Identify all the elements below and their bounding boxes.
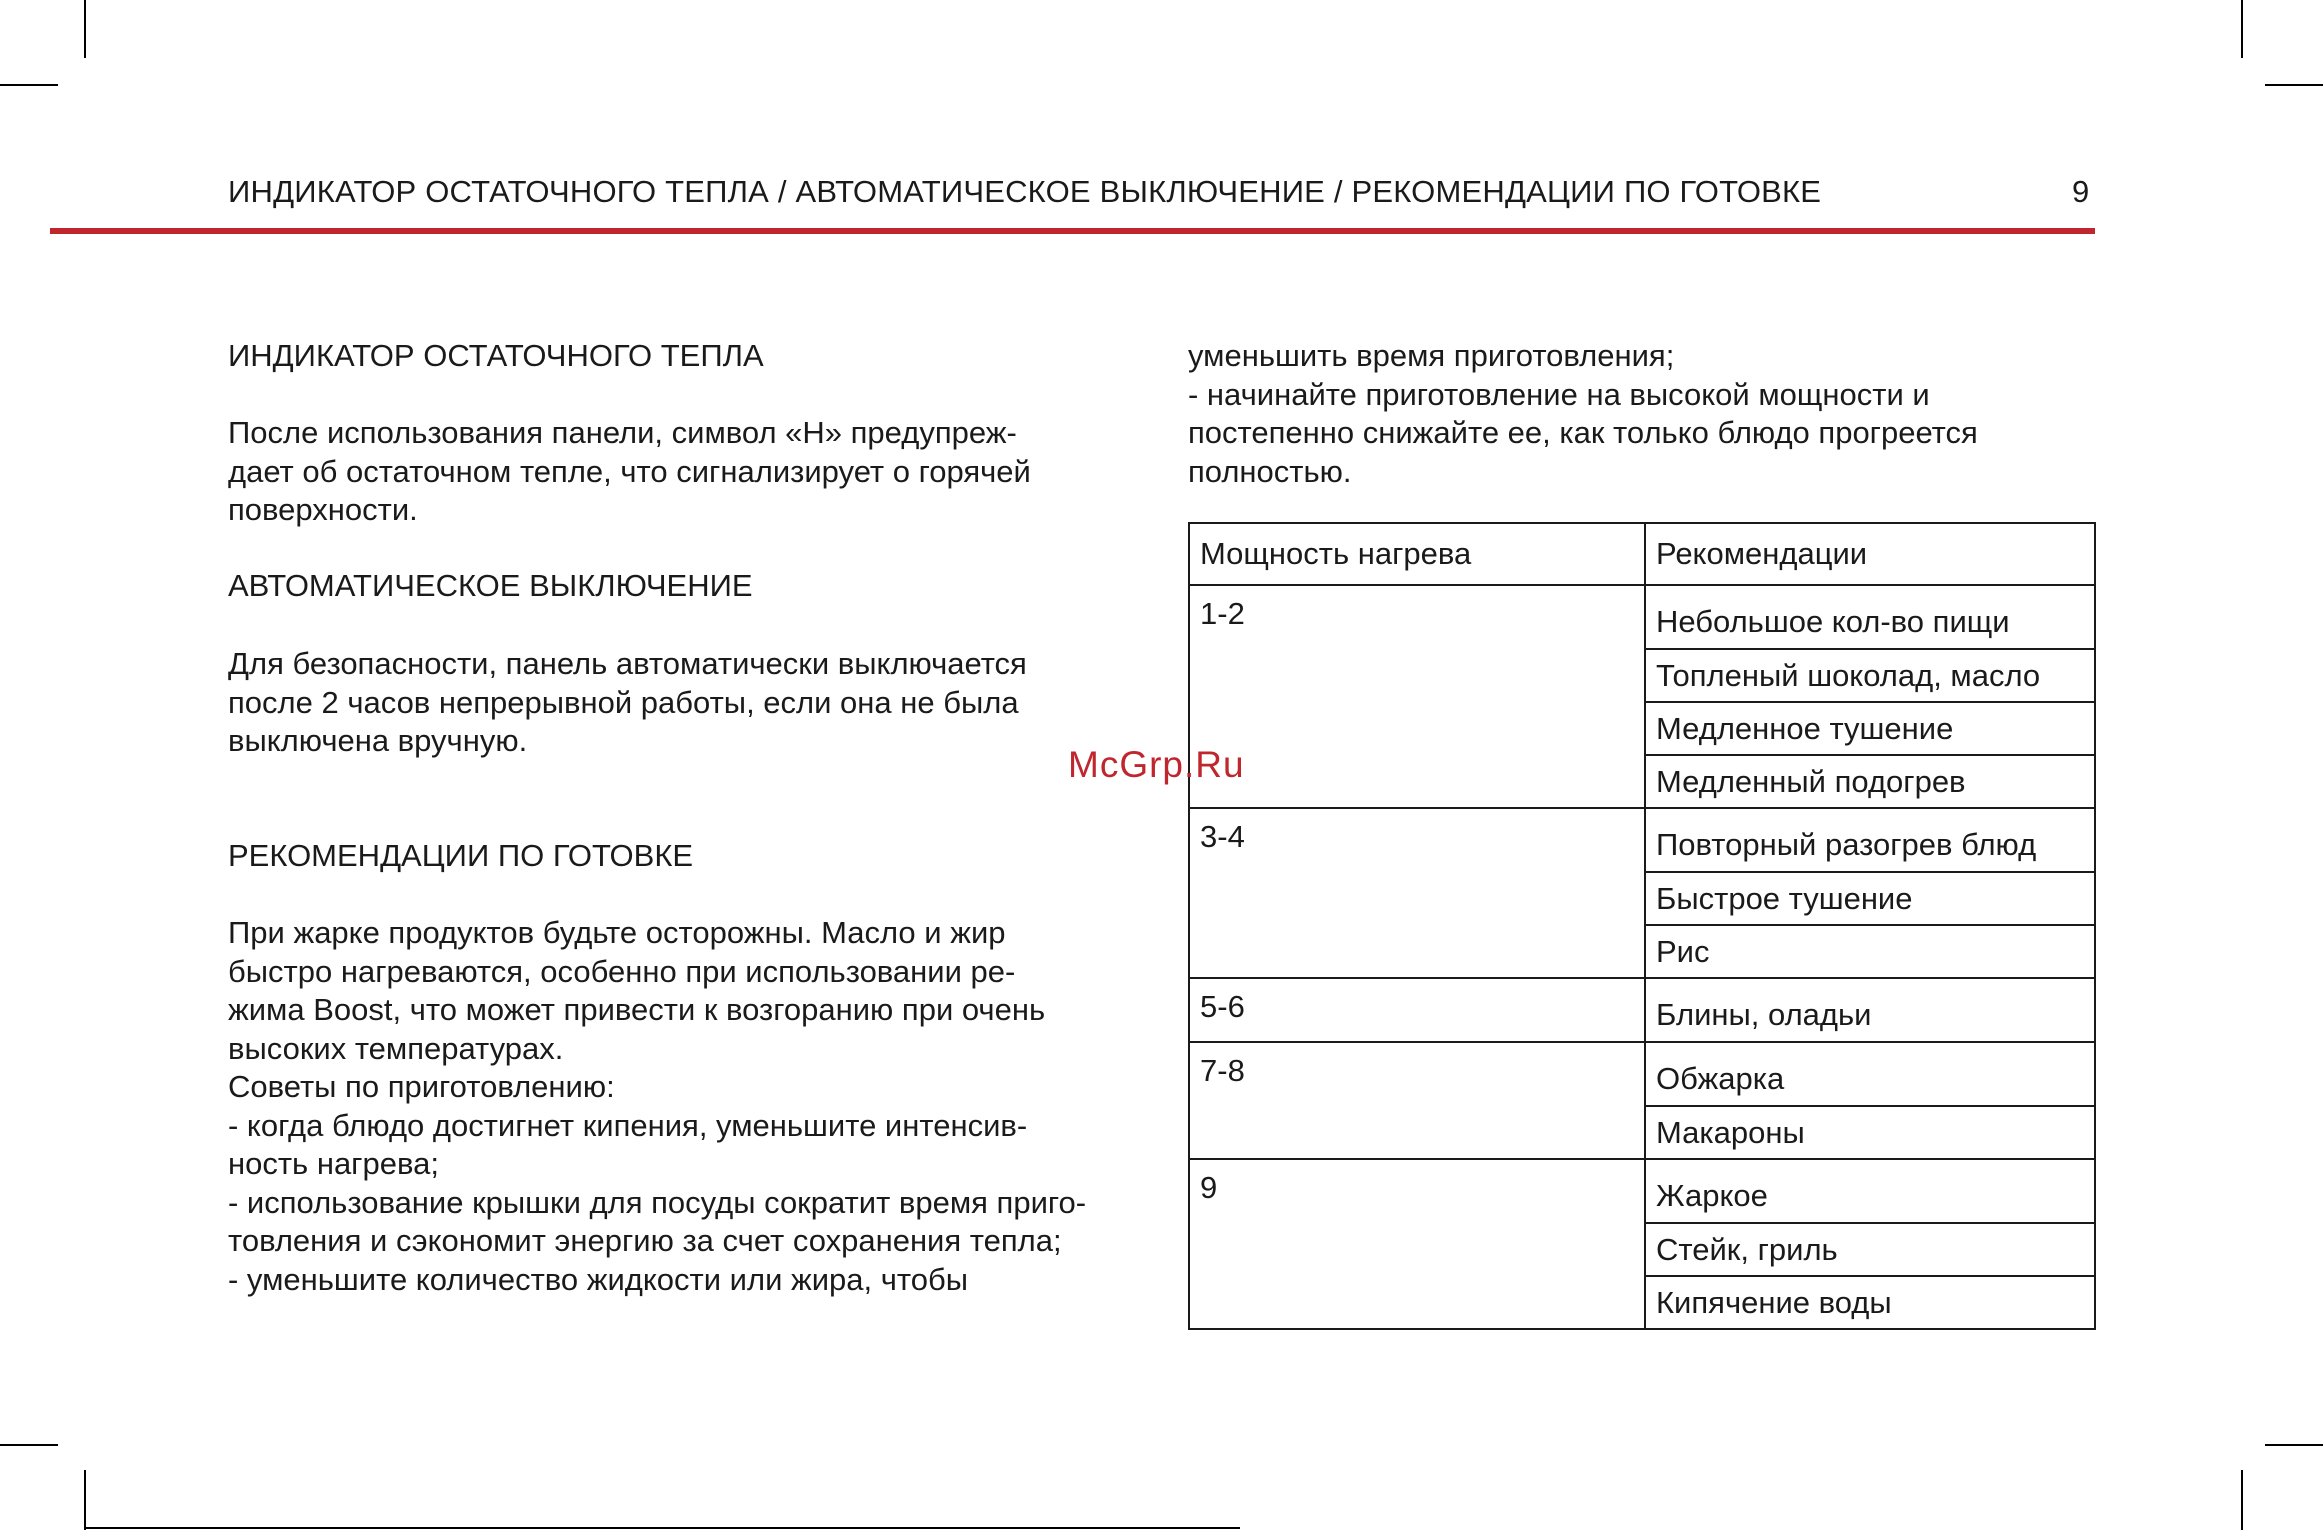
auto-off-text: Для безопасности, панель автоматически выключается после 2 часов непрерывной работы, если она не была выключена вручную.	[228, 646, 1027, 758]
table-row	[1189, 808, 2095, 872]
table-header-cell: Мощность нагрева	[1189, 523, 1645, 585]
cooking-tips-text: При жарке продуктов будьте осторожны. Масло и жир быстро нагреваются, особенно при использовании ре- жима Boost, что может привести к возгоранию при очень высоких температурах. Советы по приготовлению: - когда блюдо достигнет кипения, уменьшите интенсив- ность нагрева; - использование крышки для посуды сократит время приго- товления и сэкономит энергию за счет сохранения тепла; - уменьшите количество жидкости или жира, чтобы	[228, 915, 1087, 1297]
crop-mark	[84, 1470, 86, 1530]
table-row	[1189, 978, 2095, 1042]
table-row	[1189, 1042, 2095, 1106]
recommendation-cell: Блины, оладьи	[1645, 978, 2095, 1042]
auto-off-heading: АВТОМАТИЧЕСКОЕ ВЫКЛЮЧЕНИЕ	[228, 568, 753, 603]
recommendation-cell: Обжарка	[1645, 1042, 2095, 1106]
heat-level-cell: 3-4	[1189, 808, 1645, 978]
recommendation-cell: Медленный подогрев	[1645, 755, 2095, 808]
crop-mark	[0, 84, 58, 86]
heat-level-table	[1188, 522, 2096, 1330]
residual-heat-heading: ИНДИКАТОР ОСТАТОЧНОГО ТЕПЛА	[228, 338, 764, 373]
recommendation-cell: Топленый шоколад, масло	[1645, 649, 2095, 702]
heat-level-cell: 9	[1189, 1159, 1645, 1329]
heat-level-cell: 5-6	[1189, 978, 1645, 1042]
table-header-row	[1189, 523, 2095, 585]
recommendation-cell: Быстрое тушение	[1645, 872, 2095, 925]
bottom-edge-line	[86, 1527, 1240, 1529]
recommendation-cell: Повторный разогрев блюд	[1645, 808, 2095, 872]
page-number: 9	[2072, 174, 2090, 209]
table-row	[1189, 1159, 2095, 1223]
recommendation-cell: Кипячение воды	[1645, 1276, 2095, 1329]
crop-mark	[2265, 84, 2323, 86]
heat-level-cell: 1-2	[1189, 585, 1645, 808]
crop-mark	[84, 0, 86, 58]
crop-mark	[2241, 0, 2243, 58]
header-rule	[50, 228, 2095, 234]
residual-heat-text: После использования панели, символ «H» предупреж- дает об остаточном тепле, что сигнализирует о горячей поверхности.	[228, 415, 1031, 527]
cooking-tips-continuation: уменьшить время приготовления; - начинайте приготовление на высокой мощности и постепенно снижайте ее, как только блюдо прогреется полностью.	[1188, 338, 1978, 489]
table-row	[1189, 585, 2095, 649]
heat-level-table-body	[1189, 523, 2095, 1329]
recommendation-cell: Стейк, гриль	[1645, 1223, 2095, 1276]
recommendation-cell: Рис	[1645, 925, 2095, 978]
page-header-title: ИНДИКАТОР ОСТАТОЧНОГО ТЕПЛА / АВТОМАТИЧЕСКОЕ ВЫКЛЮЧЕНИЕ / РЕКОМЕНДАЦИИ ПО ГОТОВКЕ	[228, 174, 1822, 209]
crop-mark	[2265, 1444, 2323, 1446]
recommendation-cell: Медленное тушение	[1645, 702, 2095, 755]
recommendation-cell: Небольшое кол-во пищи	[1645, 585, 2095, 649]
recommendation-cell: Жаркое	[1645, 1159, 2095, 1223]
crop-mark	[2241, 1470, 2243, 1530]
crop-mark	[0, 1444, 58, 1446]
heat-level-cell: 7-8	[1189, 1042, 1645, 1159]
table-header-cell: Рекомендации	[1645, 523, 2095, 585]
watermark: McGrp.Ru	[1068, 744, 1245, 785]
recommendation-cell: Макароны	[1645, 1106, 2095, 1159]
cooking-tips-heading: РЕКОМЕНДАЦИИ ПО ГОТОВКЕ	[228, 838, 694, 873]
